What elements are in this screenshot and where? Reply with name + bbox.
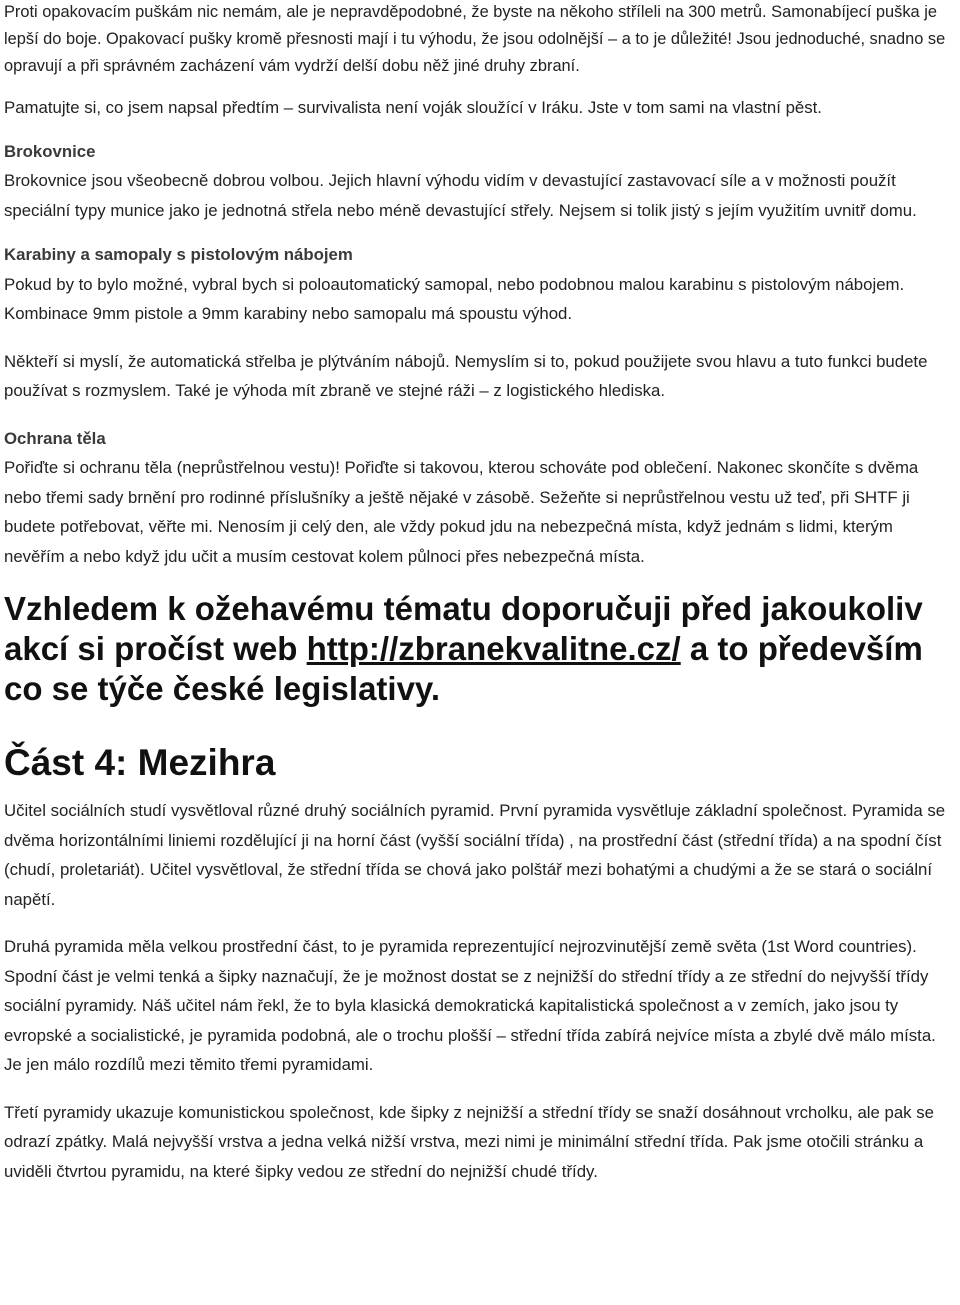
part4-paragraph-3: Třetí pyramidy ukazuje komunistickou společnost, kde šipky z nejnižší a střední třídy se snaží dosáhnout vrcholku, ale pak se odrazí zpátky. Malá nejvyšší vrstva a jedna velká nižší vrstva, mezi nimi je minimální střední třída. Pak jsme otočili stránku a uviděli čtvrtou pyramidu, na které šipky vedou ze střední do nejnižší chudé třídy. [4,1102,934,1181]
carbines-paragraph-2: Někteří si myslí, že automatická střelba je plýtváním nábojů. Nemyslím si to, pokud použijete svou hlavu a tuto funkci budete používat s rozmyslem. Také je výhoda mít zbraně ve stejné ráži – z logistického hlediska. [4,351,928,400]
notice-link[interactable]: http://zbranekvalitne.cz/ [306,630,681,667]
armor-paragraph: Pořiďte si ochranu těla (neprůstřelnou vestu)! Pořiďte si takovou, kterou schováte pod oblečení. Nakonec skončíte s dvěma nebo třemi sady brnění pro rodinné příslušníky a ještě nějaké v zásobě. Sežeňte si neprůstřelnou vestu už teď, při SHTF ji budete potřebovat, věřte mi. Nenosím ji celý den, ale vždy pokud jdu na nebezpečná místa, když jednám s lidmi, kterým nevěřím a nebo když jdu učit a musím cestovat kolem půlnoci přes nebezpečná místa. [4,458,919,566]
intro-paragraph: Proti opakovacím puškám nic nemám, ale je nepravděpodobné, že byste na někoho stříleli na 300 metrů. Samonabíjecí puška je lepší do boje. Opakovací pušky kromě přesnosti mají i tu výhodu, že jsou odolnější – a to je důležité! Jsou jednoduché, snadno se opravují a při správném zacházení vám vydrží delší dobu něž jiné druhy zbraní. [4,3,946,75]
legislation-notice [4,589,958,709]
part4-paragraph-2: Druhá pyramida měla velkou prostřední část, to je pyramida reprezentující nejrozvinutější země světa (1st Word countries). Spodní část je velmi tenká a šipky naznačují, že je možnost dostat se z nejnižší do střední třídy a ze střední do nejvyšší třídy sociální pyramidy. Náš učitel nám řekl, že to byla klasická demokratická kapitalistická společnost a v zemích, jako jsou ty evropské a socialistické, je pyramida podobná, ale o trochu plošší – střední třída zabírá nejvíce místa a zbylé dvě málo místa. Je jen málo rozdílů mezi těmito třemi pyramidami. [4,937,936,1074]
carbines-heading: Karabiny a samopaly s pistolovým nábojem [4,245,353,264]
reminder-paragraph: Pamatujte si, co jsem napsal předtím – survivalista není voják sloužící v Iráku. Jste v tom sami na vlastní pěst. [4,98,822,117]
carbines-paragraph-1: Pokud by to bylo možné, vybral bych si poloautomatický samopal, nebo podobnou malou karabinu s pistolovým nábojem. Kombinace 9mm pistole a 9mm karabiny nebo samopalu má spoustu výhod. [4,274,905,323]
part4-paragraph-1: Učitel sociálních studí vysvětloval různé druhý sociálních pyramid. První pyramida vysvětluje základní společnost. Pyramida se dvěma horizontálními liniemi rozdělující ji na horní část (vyšší sociální třída) , na prostřední část (střední třída) a na spodní číst (chudí, proletariát). Učitel vysvětloval, že střední třída se chová jako polštář mezi bohatými a chudými a že se stará o sociální napětí. [4,801,946,909]
document-page [4,0,958,1186]
shotguns-heading: Brokovnice [4,141,96,161]
notice-text-before: Vzhledem k ožehavému tématu doporučuji před jakoukoliv akcí si pročíst web [4,590,923,667]
part4-heading: Část 4: Mezihra [4,742,276,783]
shotguns-paragraph: Brokovnice jsou všeobecně dobrou volbou. Jejich hlavní výhodu vidím v devastující zastavovací síle a v možnosti použít speciální typy munice jako je jednotná střela nebo méně devastující střely. Nejsem si tolik jistý s jejím využitím uvnitř domu. [4,171,917,220]
notice-text-after: a to především co se týče české legislativy. [4,630,923,707]
armor-heading: Ochrana těla [4,428,106,448]
